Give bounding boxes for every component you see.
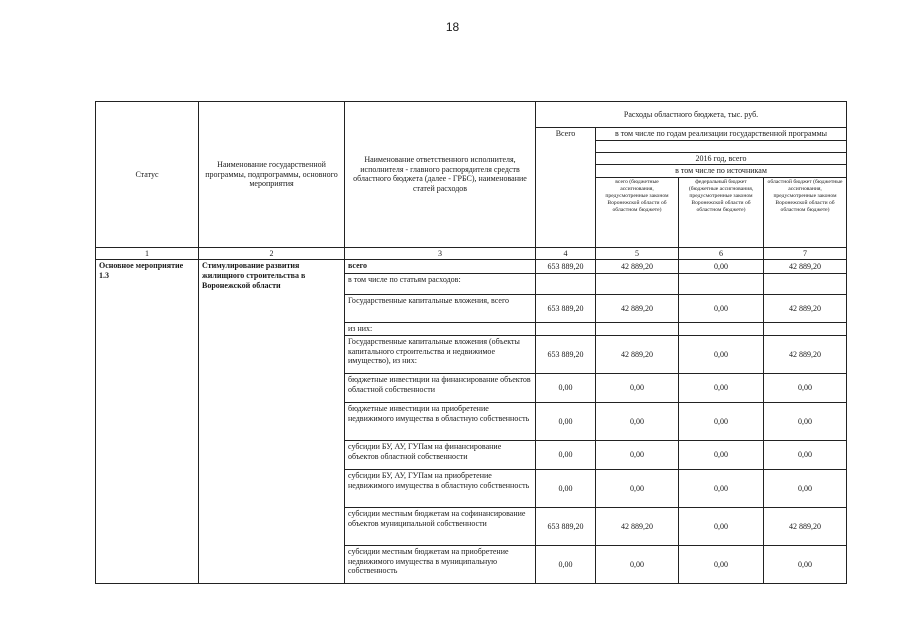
row-federal: 0,00	[679, 335, 764, 373]
row-regional: 42 889,20	[764, 295, 847, 323]
row-label: в том числе по статьям расходов:	[345, 274, 536, 295]
row-total: 653 889,20	[536, 335, 596, 373]
row-label: Государственные капитальные вложения (объекты капитального строительства и недвижимое имущество), из них:	[345, 335, 536, 373]
row-total: 0,00	[536, 469, 596, 507]
column-number: 6	[679, 247, 764, 260]
row-year-total: 42 889,20	[596, 335, 679, 373]
header-col6-desc: областной бюджет (бюджетные ассигнования, предусмотренные законом Воронежской области об областном бюджете)	[764, 177, 847, 247]
row-label: всего	[345, 260, 536, 274]
row-year-total	[596, 274, 679, 295]
row-federal	[679, 274, 764, 295]
column-number: 4	[536, 247, 596, 260]
row-year-total: 0,00	[596, 469, 679, 507]
row-regional: 42 889,20	[764, 507, 847, 545]
header-col4-desc: всего (бюджетные ассигнования, предусмотренные законом Воронежской области об областном бюджете)	[596, 177, 679, 247]
row-label: субсидии БУ, АУ, ГУПам на финансирование объектов областной собственности	[345, 440, 536, 469]
column-number: 2	[199, 247, 345, 260]
row-label: субсидии БУ, АУ, ГУПам на приобретение недвижимого имущества в областную собственность	[345, 469, 536, 507]
header-spacer	[596, 140, 847, 152]
page-number: 18	[445, 20, 460, 34]
row-total	[536, 323, 596, 336]
header-executor: Наименование ответственного исполнителя, исполнителя - главного распорядителя средств областного бюджета (далее - ГРБС), наименование статей расходов	[345, 102, 536, 248]
row-label: из них:	[345, 323, 536, 336]
row-federal	[679, 323, 764, 336]
row-regional	[764, 323, 847, 336]
row-federal: 0,00	[679, 295, 764, 323]
row-year-total: 42 889,20	[596, 260, 679, 274]
row-federal: 0,00	[679, 545, 764, 583]
row-regional: 0,00	[764, 402, 847, 440]
row-total: 0,00	[536, 545, 596, 583]
row-year-total: 42 889,20	[596, 507, 679, 545]
header-total: Всего	[536, 128, 596, 248]
row-label: бюджетные инвестиции на финансирование объектов областной собственности	[345, 373, 536, 402]
header-by-years: в том числе по годам реализации государственной программы	[596, 128, 847, 141]
row-federal: 0,00	[679, 260, 764, 274]
row-federal: 0,00	[679, 402, 764, 440]
row-total: 653 889,20	[536, 295, 596, 323]
column-number: 5	[596, 247, 679, 260]
header-expenses: Расходы областного бюджета, тыс. руб.	[536, 102, 847, 128]
row-regional: 0,00	[764, 469, 847, 507]
row-label: бюджетные инвестиции на приобретение недвижимого имущества в областную собственность	[345, 402, 536, 440]
row-regional: 0,00	[764, 545, 847, 583]
measure-name: Стимулирование развития жилищного строительства в Воронежской области	[199, 260, 345, 584]
row-year-total: 0,00	[596, 545, 679, 583]
row-total: 653 889,20	[536, 260, 596, 274]
row-total: 0,00	[536, 373, 596, 402]
row-federal: 0,00	[679, 373, 764, 402]
column-number: 3	[345, 247, 536, 260]
row-year-total: 0,00	[596, 402, 679, 440]
row-regional: 0,00	[764, 440, 847, 469]
row-total: 653 889,20	[536, 507, 596, 545]
column-number: 7	[764, 247, 847, 260]
row-year-total	[596, 323, 679, 336]
row-federal: 0,00	[679, 507, 764, 545]
row-label: Государственные капитальные вложения, всего	[345, 295, 536, 323]
header-program-name: Наименование государственной программы, подпрограммы, основного мероприятия	[199, 102, 345, 248]
header-year: 2016 год, всего	[596, 152, 847, 165]
row-regional: 0,00	[764, 373, 847, 402]
row-federal: 0,00	[679, 440, 764, 469]
header-col5-desc: федеральный бюджет (бюджетные ассигнования, предусмотренные законом Воронежской области об областном бюджете)	[679, 177, 764, 247]
measure-status: Основное мероприятие 1.3	[96, 260, 199, 584]
header-by-sources: в том числе по источникам	[596, 165, 847, 178]
row-total: 0,00	[536, 402, 596, 440]
row-year-total: 42 889,20	[596, 295, 679, 323]
row-total: 0,00	[536, 440, 596, 469]
row-label: субсидии местным бюджетам на приобретение недвижимого имущества в муниципальную собственность	[345, 545, 536, 583]
column-number: 1	[96, 247, 199, 260]
row-federal: 0,00	[679, 469, 764, 507]
row-total	[536, 274, 596, 295]
row-regional: 42 889,20	[764, 260, 847, 274]
header-status: Статус	[96, 102, 199, 248]
row-year-total: 0,00	[596, 373, 679, 402]
row-year-total: 0,00	[596, 440, 679, 469]
row-regional: 42 889,20	[764, 335, 847, 373]
budget-table	[95, 101, 847, 584]
row-label: субсидии местным бюджетам на софинансирование объектов муниципальной собственности	[345, 507, 536, 545]
row-regional	[764, 274, 847, 295]
